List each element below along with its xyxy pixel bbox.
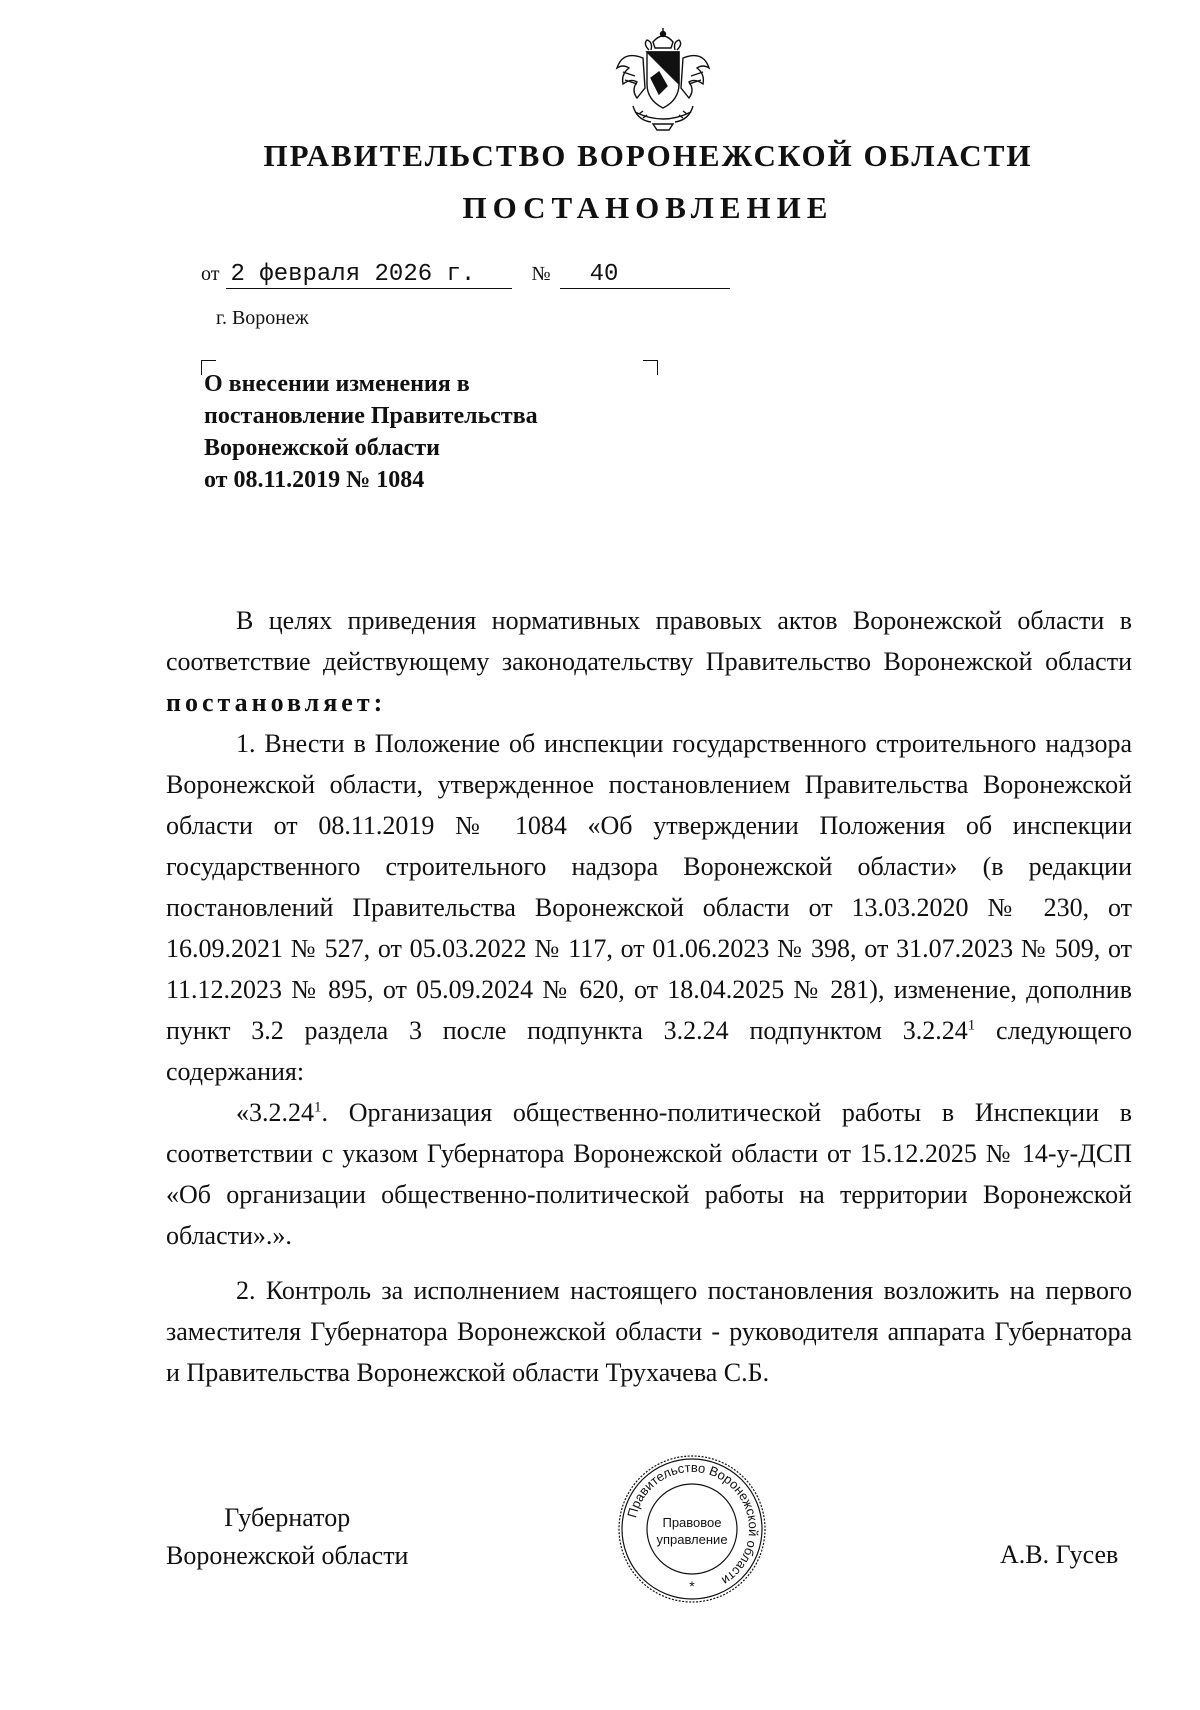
paragraph-1-text: 1. Внести в Положение об инспекции государственного строительного надзора Воронежской области, утвержденное постановлением Правительства Воронежской области от 08.11.2019 № 1084 «Об утверждении Положения об инспекции государственного строительного надзора Воронежской области» (в редакции постановлений Правительства Воронежской области от 13.03.2020 № 230, от 16.09.2021 № 527, от 05.03.2022 № 117, от 01.06.2023 № 398, от 31.07.2023 № 509, от 11.12.2023 № 895, от 05.09.2024 № 620, от 18.04.2025 № 281), изменение, дополнив пункт 3.2 раздела 3 после подпункта 3.2.24 подпунктом 3.2.24	[166, 729, 1132, 1045]
superscript: 1	[314, 1099, 322, 1116]
quote-start: «3.2.24	[236, 1098, 314, 1127]
signatory-position	[166, 1499, 408, 1575]
subject-line: постановление Правительства	[204, 403, 538, 429]
document-body	[166, 600, 1132, 1393]
signatory-name: А.В. Гусев	[1000, 1540, 1119, 1569]
subject-line: от 08.11.2019 № 1084	[204, 467, 425, 493]
stamp-center-line: управление	[656, 1532, 728, 1547]
date-number-line	[201, 262, 730, 289]
number-label: №	[531, 263, 551, 285]
subject-line: О внесении изменения в	[204, 371, 470, 397]
subject-line: Воронежской области	[204, 435, 440, 461]
intro-paragraph	[166, 600, 1132, 723]
quote-text: . Организация общественно-политической работы в Инспекции в соответствии с указом Губернатора Воронежской области от 15.12.2025 № 14-у-ДСП «Об организации общественно-политической работы на территории Воронежской области».».	[166, 1098, 1132, 1250]
stamp-center-line: Правовое	[662, 1515, 722, 1530]
intro-text: В целях приведения нормативных правовых актов Воронежской области в соответствие действующему законодательству Правительство Воронежской области	[166, 606, 1132, 676]
government-name: ПРАВИТЕЛЬСТВО ВОРОНЕЖСКОЙ ОБЛАСТИ	[263, 138, 1033, 173]
position-line: Воронежской области	[166, 1541, 409, 1570]
paragraph-2: 2. Контроль за исполнением настоящего постановления возложить на первого заместителя Губернатора Воронежской области - руководителя аппарата Губернатора и Правительства Воронежской области Трухачева С.Б.	[166, 1276, 1132, 1387]
city: г. Воронеж	[216, 307, 309, 329]
stamp-star: *	[689, 1578, 695, 1594]
paragraph-1-tail: следующего содержания:	[166, 1016, 1132, 1086]
position-line: Губернатор	[224, 1503, 351, 1532]
coat-of-arms-icon	[613, 28, 713, 134]
document-date: 2 февраля 2026 г.	[226, 262, 512, 289]
paragraph-1	[166, 723, 1132, 1092]
document-type: ПОСТАНОВЛЕНИЕ	[462, 190, 834, 225]
superscript: 1	[967, 1017, 976, 1034]
document-subject	[204, 368, 664, 496]
approval-stamp	[616, 1453, 768, 1605]
stamp-ring-text: Правительство Воронежской области	[624, 1459, 762, 1589]
decree-word: постановляет:	[166, 688, 387, 717]
quoted-subpoint	[166, 1092, 1132, 1256]
document-number: 40	[560, 262, 730, 289]
from-label: от	[201, 263, 220, 285]
